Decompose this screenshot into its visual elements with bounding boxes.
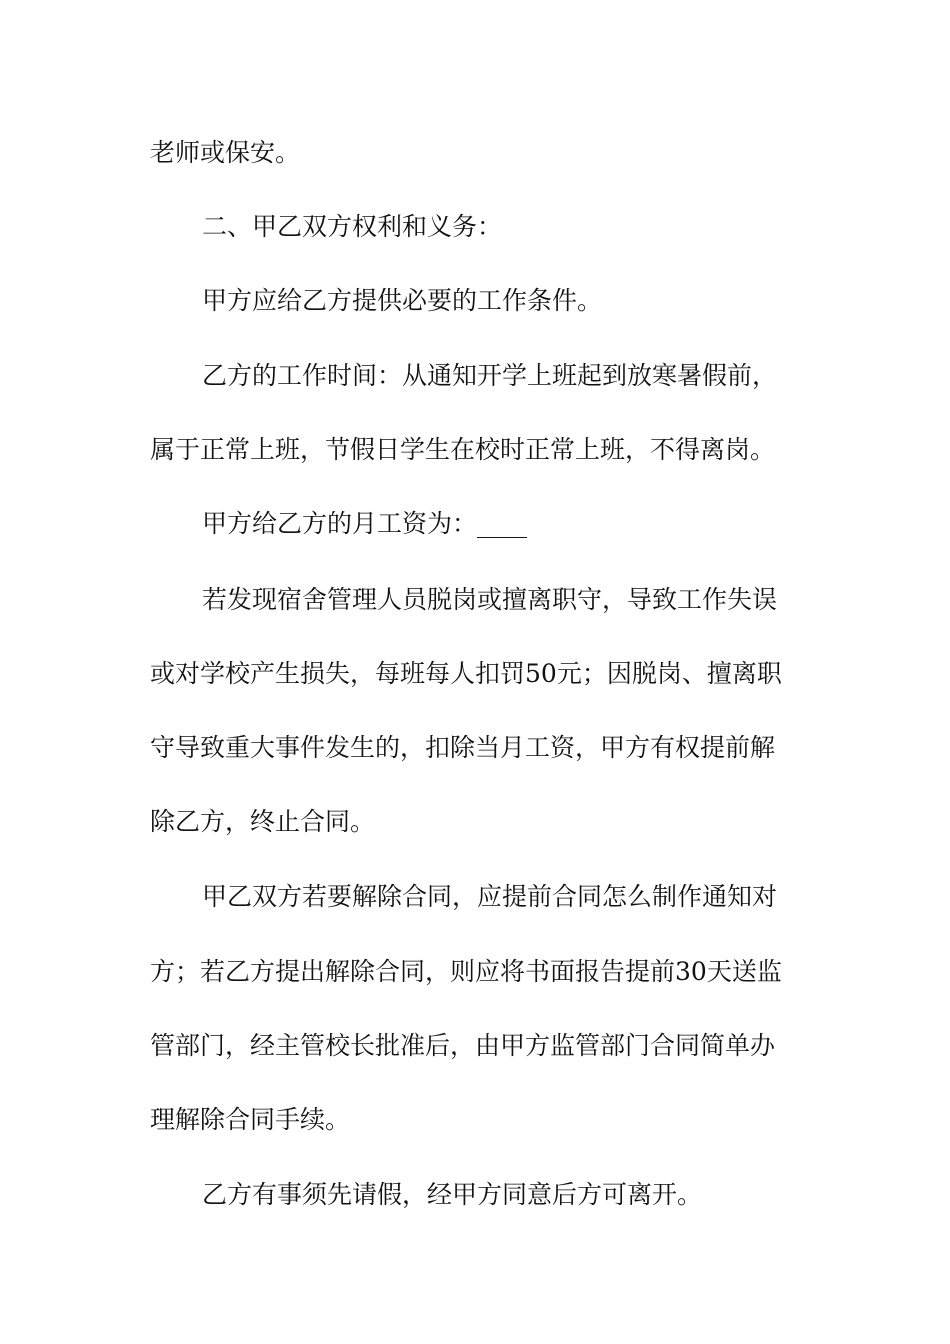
text-line: 或对学校产生损失，每班每人扣罚50元；因脱岗、擅离职	[150, 659, 782, 688]
section-heading: 二、甲乙双方权利和义务：	[202, 212, 503, 241]
text-line: 甲方应给乙方提供必要的工作条件。	[202, 286, 603, 315]
text-line: 除乙方，终止合同。	[150, 807, 376, 836]
text-line: 乙方有事须先请假，经甲方同意后方可离开。	[202, 1180, 703, 1209]
text-line: 方；若乙方提出解除合同，则应将书面报告提前30天送监	[150, 957, 782, 986]
text-line: 老师或保安。	[150, 138, 301, 167]
text-line: 守导致重大事件发生的，扣除当月工资，甲方有权提前解	[150, 733, 776, 762]
text-line: 乙方的工作时间：从通知开学上班起到放寒暑假前，	[202, 361, 778, 390]
text-line: 甲乙双方若要解除合同，应提前合同怎么制作通知对	[202, 882, 778, 911]
text-line: 若发现宿舍管理人员脱岗或擅离职守，导致工作失误	[202, 585, 778, 614]
text-line: 属于正常上班，节假日学生在校时正常上班，不得离岗。	[150, 435, 776, 464]
text-line: 管部门，经主管校长批准后，由甲方监管部门合同简单办	[150, 1031, 776, 1060]
text-line: 甲方给乙方的月工资为：____	[202, 509, 528, 538]
text-line: 理解除合同手续。	[150, 1105, 351, 1134]
